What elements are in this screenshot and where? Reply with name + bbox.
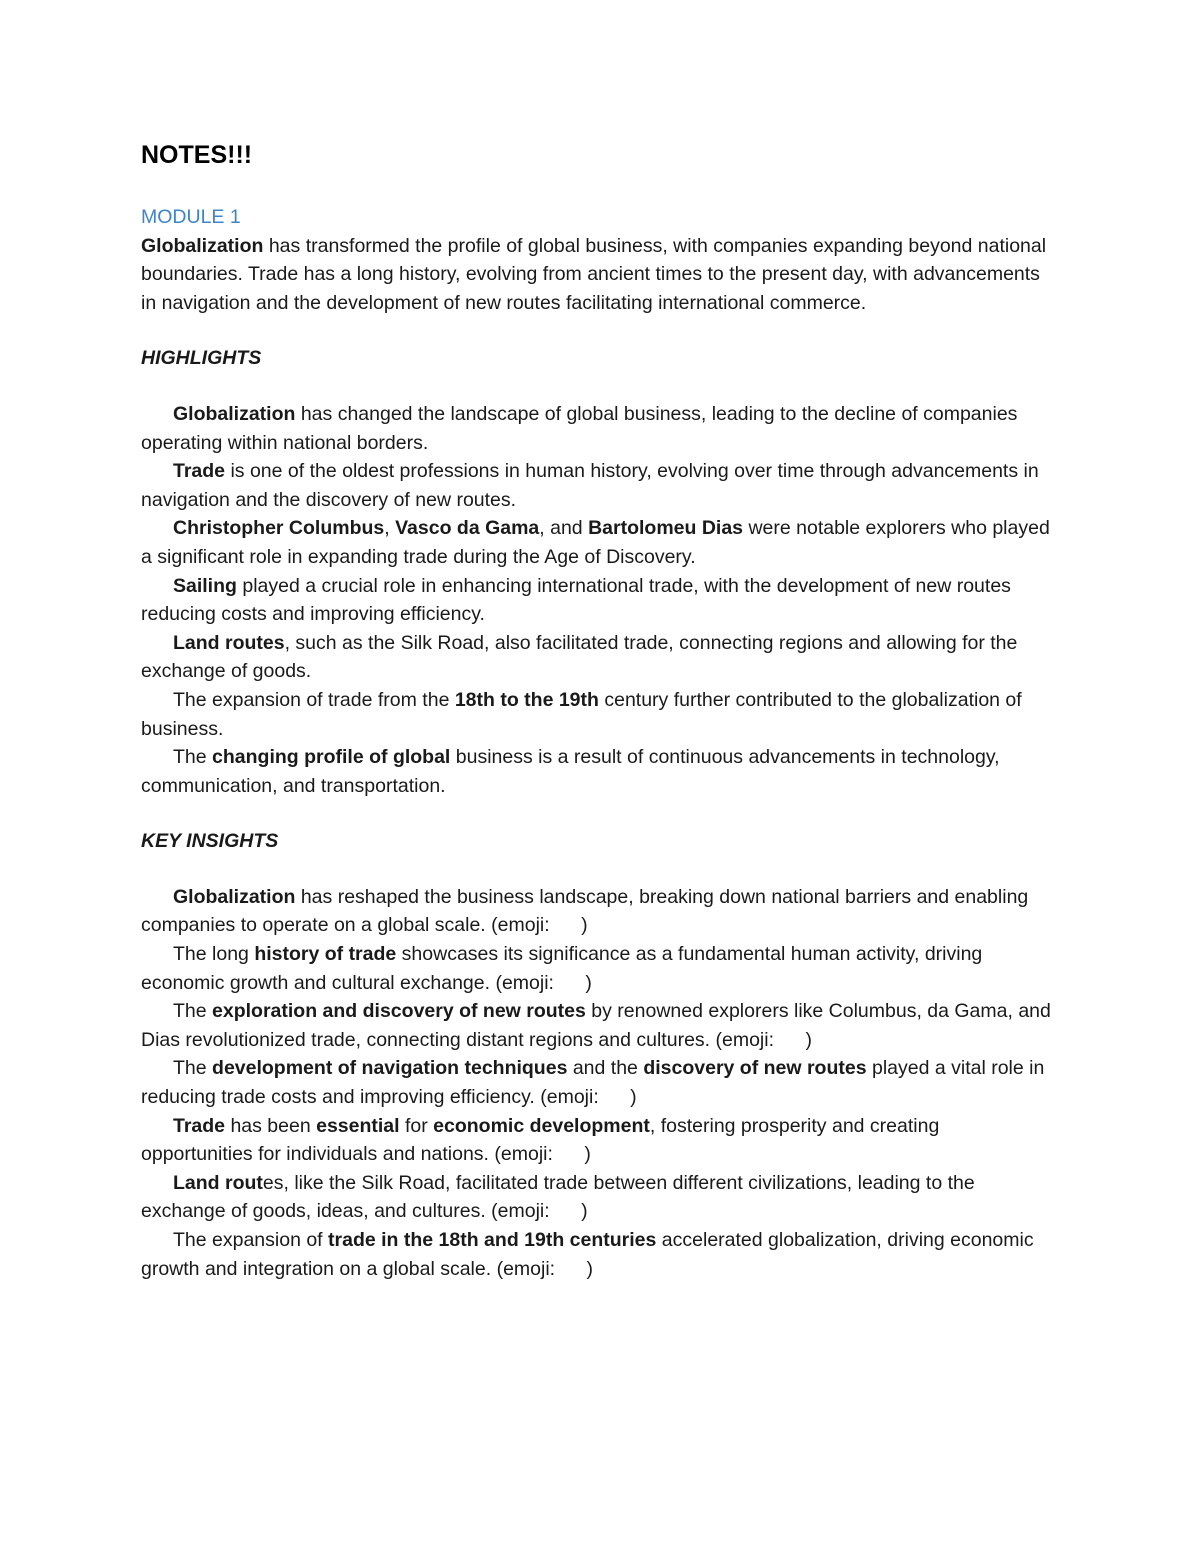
page-title: NOTES!!! bbox=[141, 141, 253, 169]
text-run: The expansion of bbox=[173, 1229, 329, 1251]
text-run: , such as the Silk Road, also facilitated trade, connecting regions and allowing for the exchange of goods. bbox=[141, 631, 1018, 683]
text-run: has been bbox=[225, 1114, 317, 1137]
bold-phrase: Land rout bbox=[173, 1171, 263, 1194]
text-run: ) bbox=[586, 1257, 593, 1280]
text-run: is one of the oldest professions in human history, evolving over time through advancements in navigation and the discovery of new routes. bbox=[141, 460, 1039, 511]
key-insight-item bbox=[141, 883, 1051, 940]
text-run: for bbox=[399, 1114, 434, 1137]
key-insights-heading: KEY INSIGHTS bbox=[141, 830, 279, 853]
key-insight-item bbox=[141, 1169, 1051, 1226]
highlights-heading: HIGHLIGHTS bbox=[141, 347, 262, 370]
bullet-indent bbox=[141, 1229, 173, 1251]
bold-phrase: Vasco da Gama bbox=[395, 517, 540, 540]
bold-phrase: Trade bbox=[173, 1114, 226, 1137]
bold-phrase: Christopher Columbus bbox=[173, 517, 385, 540]
bold-phrase: essential bbox=[316, 1114, 400, 1137]
bullet-indent bbox=[141, 886, 173, 908]
bold-phrase: economic development bbox=[433, 1114, 650, 1137]
bold-phrase: Globalization bbox=[173, 885, 296, 908]
document-body bbox=[141, 140, 1051, 1283]
bold-phrase: history of trade bbox=[254, 943, 397, 966]
text-run: ) bbox=[581, 914, 588, 937]
bullet-indent bbox=[141, 632, 173, 654]
bullet-indent bbox=[141, 460, 173, 482]
highlight-item bbox=[141, 686, 1051, 743]
text-run: , fostering prosperity and creating opportunities for individuals and nations. (emoji: bbox=[141, 1114, 940, 1166]
bullet-indent bbox=[141, 1115, 173, 1137]
text-run: played a vital role in reducing trade costs and improving efficiency. (emoji: bbox=[141, 1057, 1045, 1109]
highlights-list bbox=[141, 400, 1051, 800]
text-run: by renowned explorers like Columbus, da Gama, and Dias revolutionized trade, connecting distant regions and cultures. (emoji: bbox=[141, 1000, 1051, 1051]
highlight-item bbox=[141, 514, 1051, 571]
bold-phrase: Bartolomeu Dias bbox=[588, 517, 744, 540]
key-insights-list bbox=[141, 883, 1051, 1283]
text-run: has reshaped the business landscape, breaking down national barriers and enabling companies to operate on a global scale. (emoji: bbox=[141, 885, 1029, 937]
key-insight-item bbox=[141, 1226, 1051, 1283]
module-label: MODULE 1 bbox=[141, 206, 241, 228]
bold-phrase: trade in the 18th and 19th centuries bbox=[328, 1229, 657, 1251]
text-run: es, like the Silk Road, facilitated trade between different civilizations, leading to the exchange of goods, ideas, and cultures. (emoji: bbox=[141, 1171, 975, 1223]
text-run: The bbox=[173, 1057, 213, 1080]
highlight-item bbox=[141, 400, 1051, 457]
text-run: The bbox=[173, 746, 213, 769]
bullet-indent bbox=[141, 746, 173, 768]
key-insight-item bbox=[141, 940, 1051, 997]
key-insight-item bbox=[141, 1112, 1051, 1169]
bold-phrase: 18th to the 19th bbox=[454, 688, 599, 711]
text-run: ) bbox=[585, 971, 592, 994]
bullet-indent bbox=[141, 943, 173, 965]
text-run: , bbox=[384, 517, 396, 540]
text-run: The expansion of trade from the bbox=[173, 688, 455, 711]
text-run: ) bbox=[630, 1086, 637, 1109]
bold-phrase: Sailing bbox=[173, 574, 237, 597]
bullet-indent bbox=[141, 575, 173, 597]
text-run: business is a result of continuous advancements in technology, communication, and transportation. bbox=[141, 746, 1000, 797]
bullet-indent bbox=[141, 689, 173, 711]
bullet-indent bbox=[141, 1057, 173, 1079]
key-insight-item bbox=[141, 1054, 1051, 1111]
highlight-item bbox=[141, 457, 1051, 514]
highlight-item bbox=[141, 572, 1051, 629]
bullet-indent bbox=[141, 1000, 173, 1022]
bold-phrase: changing profile of global bbox=[212, 746, 451, 769]
text-run: were notable explorers who played a significant role in expanding trade during the Age of Discovery. bbox=[141, 517, 1050, 568]
highlight-item bbox=[141, 743, 1051, 800]
intro-bold-lead: Globalization bbox=[141, 234, 264, 257]
text-run: has changed the landscape of global business, leading to the decline of companies operating within national borders. bbox=[141, 402, 1018, 454]
text-run: ) bbox=[581, 1200, 588, 1223]
text-run: ) bbox=[805, 1028, 812, 1051]
bold-phrase: discovery of new routes bbox=[643, 1057, 867, 1080]
bold-phrase: exploration and discovery of new routes bbox=[212, 1000, 586, 1023]
text-run: and the bbox=[567, 1057, 644, 1080]
text-run: century further contributed to the globalization of business. bbox=[141, 688, 1022, 740]
highlight-item bbox=[141, 629, 1051, 686]
bold-phrase: development of navigation techniques bbox=[212, 1057, 568, 1080]
bold-phrase: Trade bbox=[173, 460, 226, 483]
text-run: The bbox=[173, 1000, 213, 1023]
bullet-indent bbox=[141, 517, 173, 539]
intro-paragraph bbox=[141, 232, 1051, 318]
intro-text: has transformed the profile of global business, with companies expanding beyond national boundaries. Trade has a long history, evolving from ancient times to the present day, with advancements in navigation and the development of new routes facilitating international commerce. bbox=[141, 234, 1047, 314]
text-run: The long bbox=[173, 943, 255, 966]
text-run: ) bbox=[584, 1143, 591, 1166]
bullet-indent bbox=[141, 403, 173, 425]
text-run: , and bbox=[539, 517, 589, 540]
text-run: accelerated globalization, driving economic growth and integration on a global scale. (emoji: bbox=[141, 1229, 1034, 1280]
bold-phrase: Globalization bbox=[173, 402, 296, 425]
text-run: showcases its significance as a fundamental human activity, driving economic growth and cultural exchange. (emoji: bbox=[141, 943, 983, 994]
key-insight-item bbox=[141, 997, 1051, 1054]
bold-phrase: Land routes bbox=[173, 631, 285, 654]
bullet-indent bbox=[141, 1172, 173, 1194]
text-run: played a crucial role in enhancing international trade, with the development of new routes reducing costs and improving efficiency. bbox=[141, 574, 1011, 626]
